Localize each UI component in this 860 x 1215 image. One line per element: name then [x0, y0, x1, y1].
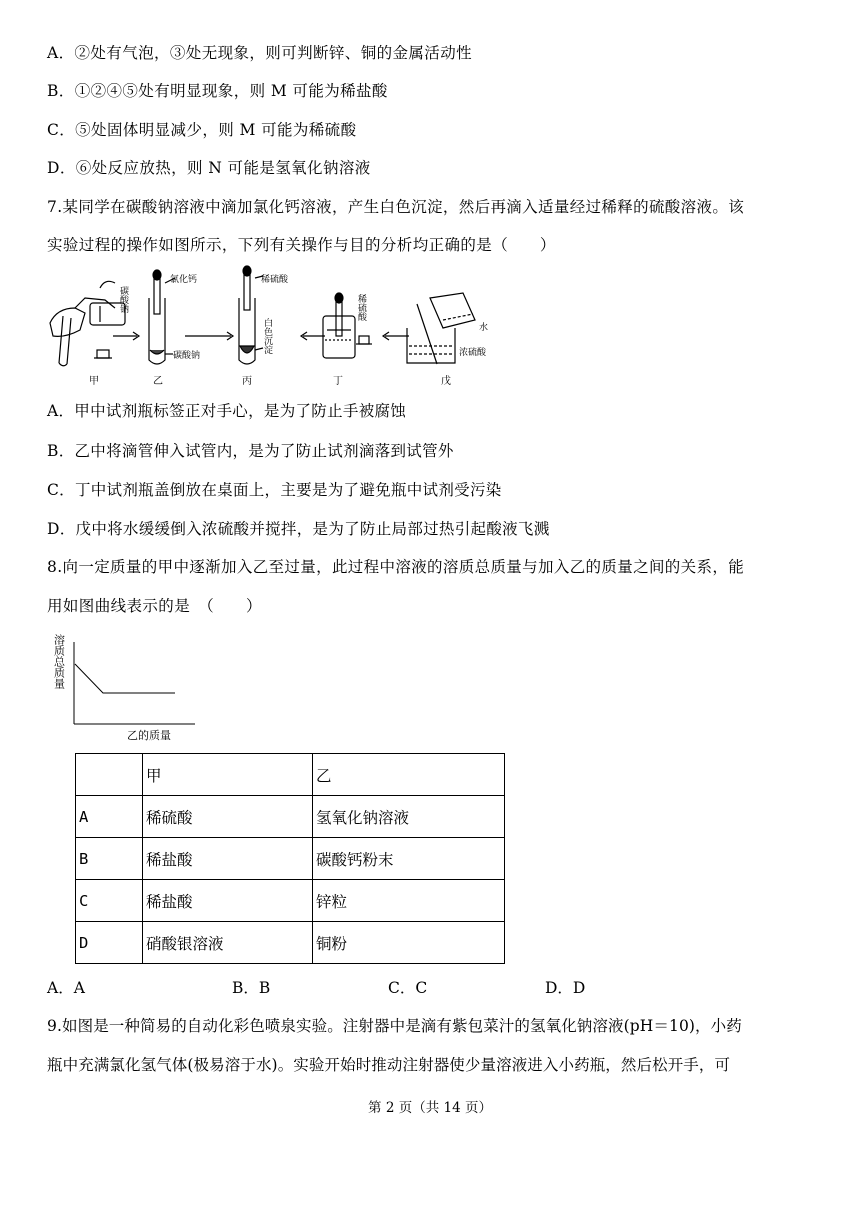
q9-line1: 9.如图是一种简易的自动化彩色喷泉实验。注射器中是滴有紫包菜汁的氢氧化钠溶液(pH＝10)，小药: [47, 1017, 742, 1035]
q8-options-table: [75, 753, 505, 964]
q9-line2: 瓶中充满氯化氢气体(极易溶于水)。实验开始时推动注射器使少量溶液进入小药瓶，然后松开手，可: [47, 1056, 731, 1074]
table-cell: 稀盐酸: [143, 838, 313, 880]
q6-option-c: C．⑤处固体明显减少，则 M 可能为稀硫酸: [47, 121, 357, 139]
table-row: [76, 880, 505, 922]
table-cell: 碳酸钙粉末: [313, 838, 505, 880]
table-cell: 稀盐酸: [143, 880, 313, 922]
q7-stem-line1: 7.某同学在碳酸钠溶液中滴加氯化钙溶液，产生白色沉淀，然后再滴入适量经过稀释的硫酸溶液。该: [47, 198, 745, 216]
q7-stem-line2: 实验过程的操作如图所示，下列有关操作与目的分析均正确的是（ ）: [47, 236, 556, 254]
q7-option-d: D．戊中将水缓缓倒入浓硫酸并搅拌，是为了防止局部过热引起酸液飞溅: [47, 520, 550, 538]
label-step-yi: 乙: [153, 376, 163, 387]
q6-option-d: D．⑥处反应放热，则 N 可能是氢氧化钠溶液: [47, 159, 371, 177]
table-header-cell: 乙: [313, 754, 505, 796]
label-step-jia: 甲: [89, 376, 99, 387]
table-header-row: [76, 754, 505, 796]
table-cell: A: [76, 796, 143, 838]
label-ding-bottle: 稀硫酸: [356, 294, 366, 321]
label-bing-precip: 白色沉淀: [262, 318, 272, 354]
q7-option-b: B．乙中将滴管伸入试管内，是为了防止试剂滴落到试管外: [47, 442, 454, 460]
label-step-ding: 丁: [333, 376, 343, 387]
q7-experiment-figure: [45, 268, 489, 390]
q7-option-a: A．甲中试剂瓶标签正对手心，是为了防止手被腐蚀: [47, 402, 407, 420]
table-cell: D: [76, 922, 143, 964]
label-step-bing: 丙: [242, 376, 252, 387]
table-cell: 氢氧化钠溶液: [313, 796, 505, 838]
graph-xlabel: 乙的质量: [127, 729, 171, 742]
step-bing-illustration: [239, 266, 263, 364]
table-row: [76, 796, 505, 838]
label-yi-dropper: 氯化钙: [170, 275, 198, 285]
q8-choice-c: C．C: [388, 979, 428, 997]
label-wu-water: 水: [479, 323, 489, 333]
page-footer: 第 2 页（共 14 页）: [368, 1100, 492, 1116]
q8-graph: [52, 628, 205, 746]
q7-option-c: C．丁中试剂瓶盖倒放在桌面上，主要是为了避免瓶中试剂受污染: [47, 481, 502, 499]
q8-stem-line2: 用如图曲线表示的是 （ ）: [47, 597, 262, 615]
q6-option-a: A．②处有气泡，③处无现象，则可判断锌、铜的金属活动性: [47, 44, 472, 62]
table-header-cell: [76, 754, 143, 796]
table-cell: C: [76, 880, 143, 922]
label-bing-dropper: 稀硫酸: [261, 275, 289, 285]
table-cell: B: [76, 838, 143, 880]
label-yi-tube: 碳酸钠: [173, 351, 201, 361]
table-cell: 硝酸银溶液: [143, 922, 313, 964]
label-wu-acid: 浓硫酸: [459, 348, 487, 358]
graph-ylabel: 溶质总质量: [52, 634, 66, 689]
table-row: [76, 838, 505, 880]
table-cell: 铜粉: [313, 922, 505, 964]
table-header-cell: 甲: [143, 754, 313, 796]
step-jia-illustration: [50, 281, 125, 365]
table-cell: 稀硫酸: [143, 796, 313, 838]
q6-option-b: B．①②④⑤处有明显现象，则 M 可能为稀盐酸: [47, 82, 388, 100]
label-jia-bottle: 碳酸钠: [118, 286, 128, 313]
q8-choice-b: B．B: [232, 979, 271, 997]
label-step-wu: 戊: [441, 376, 451, 387]
q8-choice-d: D．D: [545, 979, 586, 997]
q8-choice-a: A．A: [47, 979, 85, 997]
q8-stem-line1: 8.向一定质量的甲中逐渐加入乙至过量，此过程中溶液的溶质总质量与加入乙的质量之间的关系，能: [47, 558, 745, 576]
table-cell: 锌粒: [313, 880, 505, 922]
table-row: [76, 922, 505, 964]
